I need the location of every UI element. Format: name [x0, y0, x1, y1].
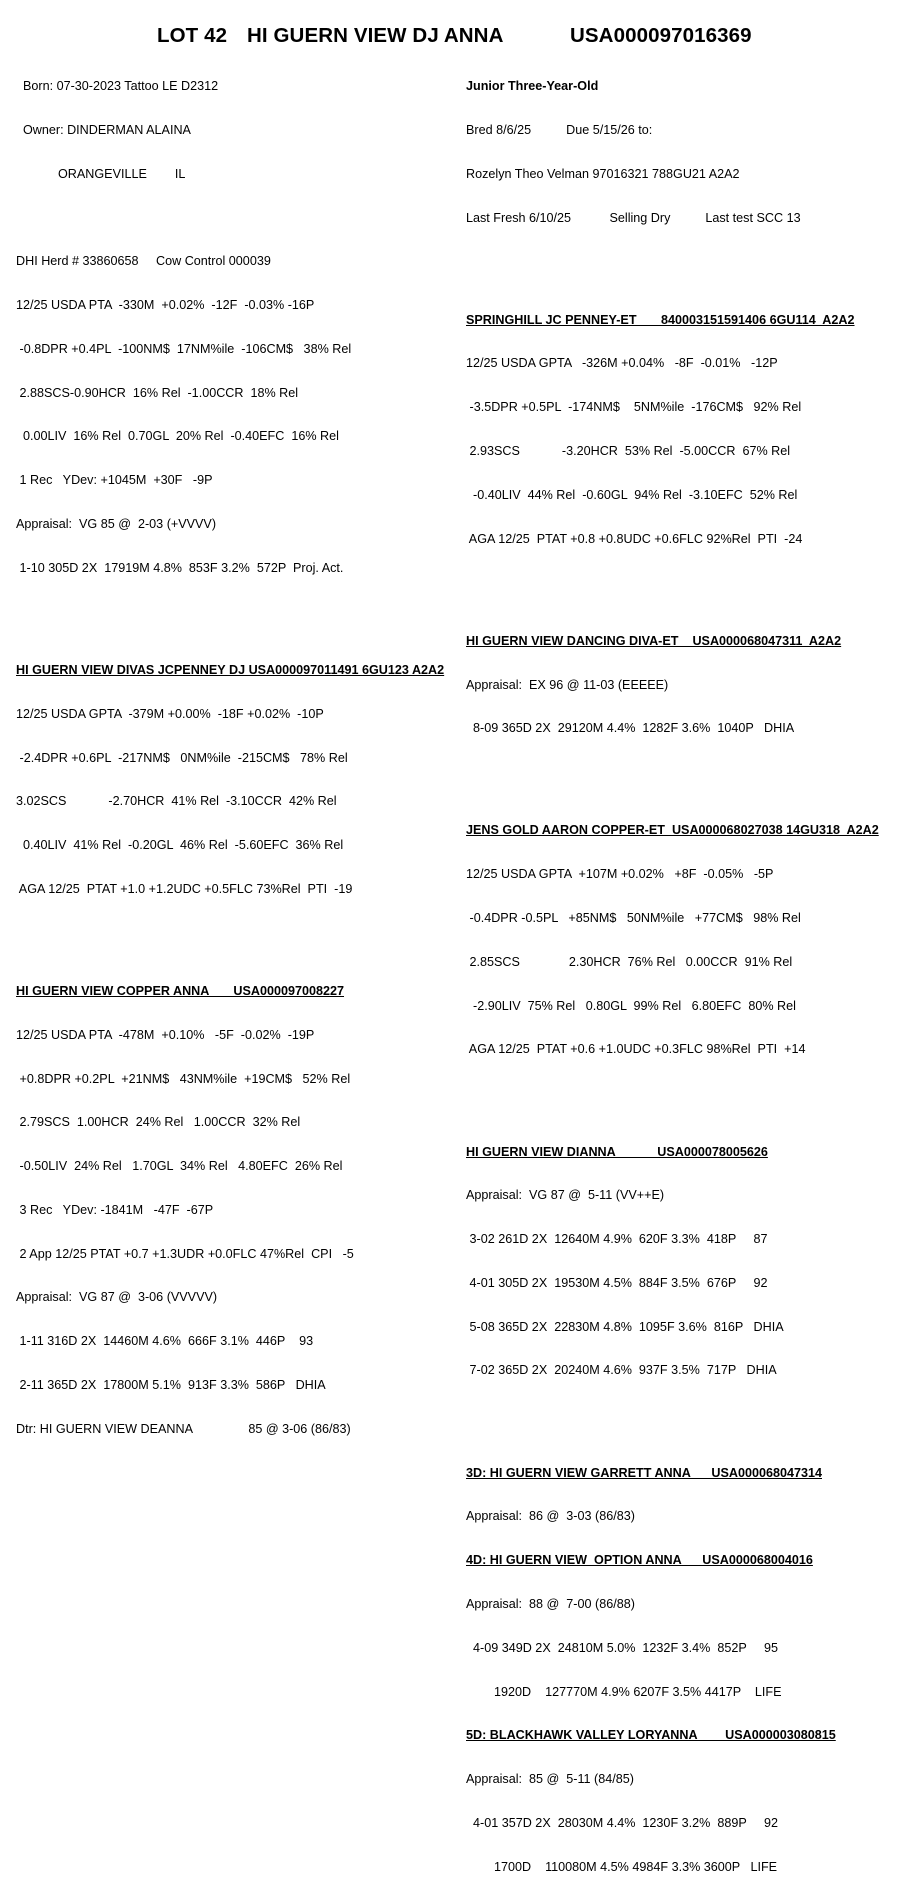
sire1-line: 12/25 USDA GPTA -326M +0.04% -8F -0.01% -12P [466, 356, 778, 371]
fifth-dam-line: 1700D 110080M 4.5% 4984F 3.3% 3600P LIFE [466, 1859, 778, 1874]
appraisal-line: Appraisal: VG 85 @ 2-03 (+VVVV) [16, 517, 217, 531]
pta-line: 12/25 USDA PTA -330M +0.02% -12F -0.03% -16P [16, 298, 315, 313]
lot-number: LOT 42 [157, 24, 228, 47]
dam1-heading: HI GUERN VIEW DANCING DIVA-ET USA000068047311 A2A2 [466, 633, 842, 648]
spacer [16, 211, 444, 226]
dam1-line: Appraisal: EX 96 @ 11-03 (EEEEE) [466, 677, 669, 692]
spacer [466, 254, 879, 269]
animal-name: HI GUERN VIEW DJ ANNA [247, 24, 504, 47]
sire-heading: HI GUERN VIEW DIVAS JCPENNEY DJ USA000097011491 6GU123 A2A2 [16, 662, 445, 677]
dam2-line: 3-02 261D 2X 12640M 4.9% 620F 3.3% 418P 87 [466, 1232, 768, 1247]
sire2-heading: JENS GOLD AARON COPPER-ET USA000068027038 14GU318 A2A2 [466, 823, 879, 838]
age-class: Junior Three-Year-Old [466, 79, 599, 94]
fourth-dam-heading: 4D: HI GUERN VIEW OPTION ANNA USA000068004016 [466, 1553, 813, 1568]
dam-line: Dtr: HI GUERN VIEW DEANNA 85 @ 3-06 (86/83) [16, 1421, 351, 1436]
bred-line: Bred 8/6/25 Due 5/15/26 to: [466, 122, 653, 137]
sire2-line: -2.90LIV 75% Rel 0.80GL 99% Rel 6.80EFC 80% Rel [466, 998, 796, 1013]
lactation-line: 1-10 305D 2X 17919M 4.8% 853F 3.2% 572P Proj. Act. [16, 560, 344, 575]
service-sire: Rozelyn Theo Velman 97016321 788GU21 A2A2 [466, 166, 740, 181]
born-line: Born: 07-30-2023 Tattoo LE D2312 [16, 79, 219, 94]
owner-line: Owner: DINDERMAN ALAINA [16, 122, 191, 137]
pta-line: 0.00LIV 16% Rel 0.70GL 20% Rel -0.40EFC 16% Rel [16, 429, 339, 444]
sire1-line: -0.40LIV 44% Rel -0.60GL 94% Rel -3.10EFC 52% Rel [466, 487, 798, 502]
spacer [466, 575, 879, 590]
sire1-line: -3.5DPR +0.5PL -174NM$ 5NM%ile -176CM$ 92% Rel [466, 400, 802, 415]
sire1-line: AGA 12/25 PTAT +0.8 +0.8UDC +0.6FLC 92%Rel PTI -24 [466, 531, 803, 546]
dam-heading: HI GUERN VIEW COPPER ANNA USA000097008227 [16, 984, 345, 998]
dam2-line: Appraisal: VG 87 @ 5-11 (VV++E) [466, 1188, 665, 1203]
spacer [16, 605, 444, 620]
spacer [16, 926, 444, 941]
fifth-dam-line: Appraisal: 85 @ 5-11 (84/85) [466, 1772, 634, 1787]
sire1-heading: SPRINGHILL JC PENNEY-ET 840003151591406 6GU114 A2A2 [466, 312, 855, 327]
fourth-dam-line: Appraisal: 88 @ 7-00 (86/88) [466, 1596, 635, 1611]
dam2-line: 5-08 365D 2X 22830M 4.8% 1095F 3.6% 816P DHIA [466, 1319, 784, 1334]
spacer [466, 1086, 879, 1101]
spacer [466, 765, 879, 780]
fourth-dam-line: 1920D 127770M 4.9% 6207F 3.5% 4417P LIFE [466, 1684, 782, 1699]
third-dam-heading: 3D: HI GUERN VIEW GARRETT ANNA USA000068047314 [466, 1465, 822, 1480]
pta-line: 2.88SCS-0.90HCR 16% Rel -1.00CCR 18% Rel [16, 385, 299, 400]
spacer [466, 1407, 879, 1422]
pta-line: 1 Rec YDev: +1045M +30F -9P [16, 473, 213, 488]
sire-line: 0.40LIV 41% Rel -0.20GL 46% Rel -5.60EFC 36% Rel [16, 838, 344, 853]
left-column [16, 50, 444, 1451]
right-column [466, 50, 879, 1889]
sire-line: -2.4DPR +0.6PL -217NM$ 0NM%ile -215CM$ 78% Rel [16, 750, 348, 765]
dam-line: +0.8DPR +0.2PL +21NM$ 43NM%ile +19CM$ 52% Rel [16, 1071, 351, 1086]
dam-line: -0.50LIV 24% Rel 1.70GL 34% Rel 4.80EFC 26% Rel [16, 1159, 343, 1174]
dam2-heading: HI GUERN VIEW DIANNA USA000078005626 [466, 1144, 768, 1159]
dam2-line: 7-02 365D 2X 20240M 4.6% 937F 3.5% 717P DHIA [466, 1363, 777, 1378]
dam-line: 2-11 365D 2X 17800M 5.1% 913F 3.3% 586P DHIA [16, 1378, 326, 1393]
dam-line: Appraisal: VG 87 @ 3-06 (VVVVV) [16, 1290, 218, 1305]
sire2-line: AGA 12/25 PTAT +0.6 +1.0UDC +0.3FLC 98%Rel PTI +14 [466, 1042, 806, 1057]
dam-line: 1-11 316D 2X 14460M 4.6% 666F 3.1% 446P 93 [16, 1334, 314, 1349]
third-dam-line: Appraisal: 86 @ 3-03 (86/83) [466, 1509, 635, 1524]
sire2-line: 2.85SCS 2.30HCR 76% Rel 0.00CCR 91% Rel [466, 954, 793, 969]
fresh-line: Last Fresh 6/10/25 Selling Dry Last test SCC 13 [466, 210, 801, 225]
fourth-dam-line: 4-09 349D 2X 24810M 5.0% 1232F 3.4% 852P 95 [466, 1640, 779, 1655]
dhi-herd: DHI Herd # 33860658 Cow Control 000039 [16, 254, 271, 269]
dam2-line: 4-01 305D 2X 19530M 4.5% 884F 3.5% 676P 92 [466, 1275, 768, 1290]
sire-line: 3.02SCS -2.70HCR 41% Rel -3.10CCR 42% Rel [16, 794, 337, 809]
dam-line: 2 App 12/25 PTAT +0.7 +1.3UDR +0.0FLC 47%Rel CPI -5 [16, 1246, 354, 1261]
sire-line: AGA 12/25 PTAT +1.0 +1.2UDC +0.5FLC 73%Rel PTI -19 [16, 881, 353, 896]
dam-line: 12/25 USDA PTA -478M +0.10% -5F -0.02% -19P [16, 1027, 315, 1042]
sire1-line: 2.93SCS -3.20HCR 53% Rel -5.00CCR 67% Rel [466, 444, 791, 459]
sire2-line: 12/25 USDA GPTA +107M +0.02% +8F -0.05% -5P [466, 867, 774, 882]
owner-city: ORANGEVILLE IL [16, 166, 186, 181]
fifth-dam-line: 4-01 357D 2X 28030M 4.4% 1230F 3.2% 889P 92 [466, 1815, 779, 1830]
pta-line: -0.8DPR +0.4PL -100NM$ 17NM%ile -106CM$ 38% Rel [16, 341, 352, 356]
sire2-line: -0.4DPR -0.5PL +85NM$ 50NM%ile +77CM$ 98% Rel [466, 911, 801, 926]
registration-number: USA000097016369 [570, 24, 752, 47]
dam-line: 3 Rec YDev: -1841M -47F -67P [16, 1202, 214, 1217]
sire-line: 12/25 USDA GPTA -379M +0.00% -18F +0.02% -10P [16, 706, 324, 721]
dam-line: 2.79SCS 1.00HCR 24% Rel 1.00CCR 32% Rel [16, 1115, 301, 1130]
dam1-line: 8-09 365D 2X 29120M 4.4% 1282F 3.6% 1040P DHIA [466, 721, 795, 736]
fifth-dam-heading: 5D: BLACKHAWK VALLEY LORYANNA USA000003080815 [466, 1728, 836, 1743]
